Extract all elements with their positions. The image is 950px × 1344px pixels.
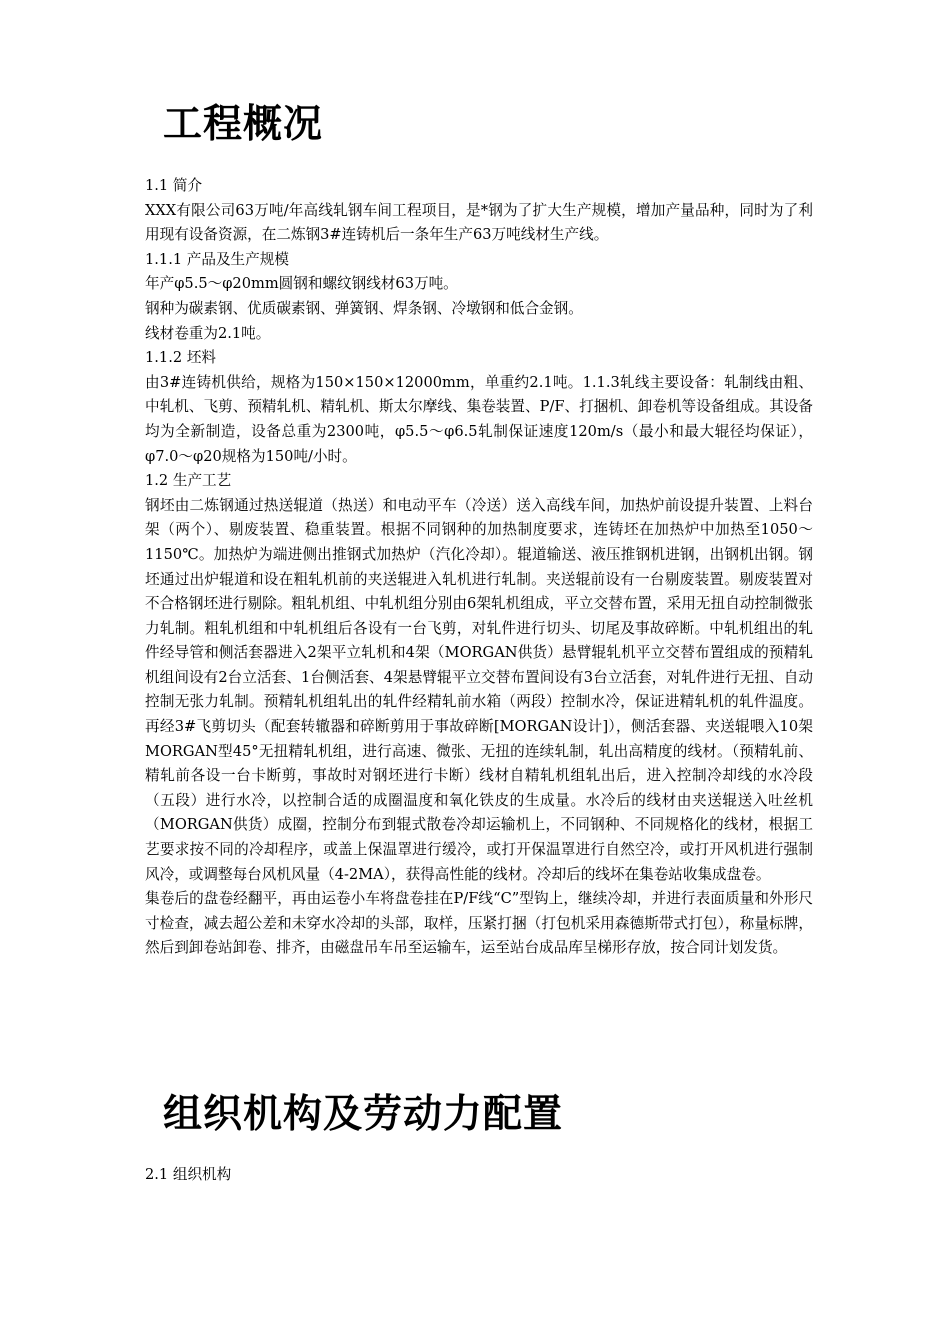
paragraph-products-1: 年产φ5.5～φ20mm圆钢和螺纹钢线材63万吨。 (145, 275, 458, 293)
heading-organization: 组织机构及劳动力配置 (163, 1092, 564, 1137)
paragraph-process-1: 钢坯由二炼钢通过热送辊道（热送）和电动平车（冷送）送入高线车间，加热炉前设提升装置、上料台架（两个）、剔废装置、稳重装置。根据不同钢种的加热制度要求，连铸坯在加热炉中加热至1050～1150℃。加热炉为端进侧出推钢式加热炉（汽化冷却）。辊道输送、液压推钢机进钢，出钢机出钢。钢坯通过出炉辊道和设在粗轧机前的夹送辊进入轧机进行轧制。夹送辊前设有一台剔废装置。剔废装置对不合格钢坯进行剔除。粗轧机组、中轧机组分别由6架轧机组成，平立交替布置，采用无扭自动控制微张力轧制。粗轧机组和中轧机组后各设有一台飞剪，对轧件进行切头、切尾及事故碎断。中轧机组出的轧件经导管和侧活套器进入2架平立轧机和4架（MORGAN供货）悬臂辊轧机平立交替布置组成的预精轧机组间设有2台立活套、1台侧活套、4架悬臂辊平立交替布置间设有3台立活套，对轧件进行无扭、自动控制无张力轧制。预精轧机组轧出的轧件经精轧前水箱（两段）控制水冷，保证进精轧机的轧件温度。再经3#飞剪切头（配套转辙器和碎断剪用于事故碎断[MORGAN设计]），侧活套器、夹送辊喂入10架MORGAN型45°无扭精轧机组，进行高速、微张、无扭的连续轧制，轧出高精度的线材。（预精轧前、精轧前各设一台卡断剪，事故时对钢坯进行卡断）线材自精轧机组轧出后，进入控制冷却线的水冷段（五段）进行水冷，以控制合适的成圈温度和氧化铁皮的生成量。水冷后的线材由夹送辊送入吐丝机（MORGAN供货）成圈，控制分布到辊式散卷冷却运输机上，不同钢种、不同规格化的线材，根据工艺要求按不同的冷却程序，或盖上保温罩进行缓冷，或打开保温罩进行自然空冷，或打开风机进行强制风冷，或调整每台风机风量（4-2MA），获得高性能的线材。冷却后的线坏在集卷站收集成盘卷。 (145, 496, 814, 883)
subheading-2-1: 2.1 组织机构 (145, 1166, 232, 1183)
paragraph-products-3: 线材卷重为2.1吨。 (145, 324, 271, 342)
paragraph-billet: 由3#连铸机供给，规格为150×150×12000mm，单重约2.1吨。1.1.3轧线主要设备：轧制线由粗、中轧机、飞剪、预精轧机、精轧机、斯太尔摩线、集卷装置、P/F、打捆机、卸卷机等设备组成。其设备均为全新制造，设备总重为2300吨，φ5.5～φ6.5轧制保证速度120m/s（最小和最大辊径均保证），φ7.0～φ20规格为150吨/小时。 (145, 373, 813, 465)
paragraph-products-2: 钢种为碳素钢、优质碳素钢、弹簧钢、焊条钢、冷墩钢和低合金钢。 (145, 299, 583, 317)
subheading-1-1-1: 1.1.1 产品及生产规模 (145, 250, 289, 268)
section-1-body (145, 174, 813, 961)
heading-engineering-overview: 工程概况 (163, 102, 324, 147)
subheading-1-1-2: 1.1.2 坯料 (145, 349, 216, 367)
paragraph-process-2: 集卷后的盘卷经翻平，再由运卷小车将盘卷挂在P/F线“C”型钩上，继续冷却，并进行表面质量和外形尺寸检查，减去超公差和未穿水冷却的头部，取样，压紧打捆（打包机采用森德斯带式打包），称量标牌，然后到卸卷站卸卷、排齐，由磁盘吊车吊至运输车，运至站台成品库呈梯形存放，按合同计划发货。 (145, 890, 813, 957)
paragraph-intro: XXX有限公司63万吨/年高线轧钢车间工程项目，是*钢为了扩大生产规模，增加产量品种，同时为了利用现有设备资源，在二炼钢3#连铸机后一条年生产63万吨线材生产线。 (145, 201, 813, 244)
subheading-1-2: 1.2 生产工艺 (145, 472, 232, 490)
subheading-1-1: 1.1 简介 (145, 177, 203, 194)
